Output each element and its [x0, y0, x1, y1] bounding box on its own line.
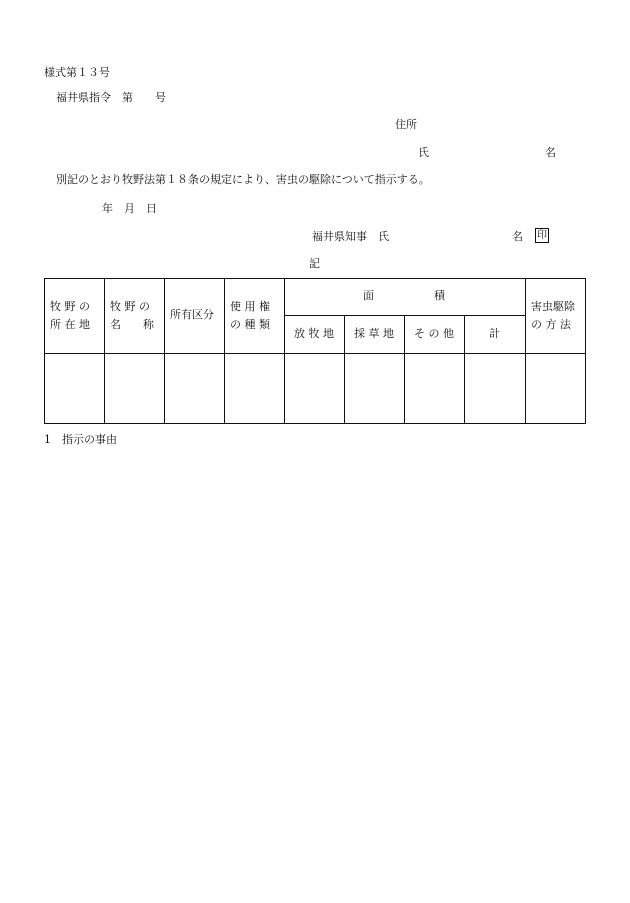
date-line: 年 月 日	[102, 202, 157, 215]
header-location: 牧 野 の 所 在 地	[50, 300, 90, 331]
header-ownership: 所有区分	[170, 308, 214, 321]
order-number: 福井県指令 第 号	[56, 91, 166, 104]
header-pasture-name: 牧 野 の 名 称	[110, 300, 154, 331]
header-pest-method: 害虫駆除 の 方 法	[531, 300, 575, 331]
header-grazing-land: 放 牧 地	[294, 327, 334, 340]
seal-stamp: 印	[537, 230, 547, 241]
header-usage-right: 使 用 権 の 種 類	[230, 300, 270, 331]
name-label-first: 氏	[418, 146, 429, 159]
form-number: 様式第１３号	[44, 66, 110, 79]
header-total: 計	[489, 327, 500, 340]
header-area-left: 面	[363, 289, 374, 302]
issuer-title: 福井県知事 氏	[312, 230, 389, 243]
name-label-last: 名	[545, 146, 556, 159]
body-text: 別記のとおり牧野法第１８条の規定により、害虫の駆除について指示する。	[56, 173, 430, 186]
header-area-right: 積	[434, 289, 445, 302]
reason-item: 1 指示の事由	[44, 433, 117, 446]
header-other: そ の 他	[414, 327, 454, 340]
address-label: 住所	[395, 118, 417, 131]
record-label: 記	[309, 257, 320, 270]
issuer-name-label: 名	[512, 230, 523, 243]
header-mowing-land: 採 草 地	[354, 327, 394, 340]
area-table	[44, 278, 586, 424]
